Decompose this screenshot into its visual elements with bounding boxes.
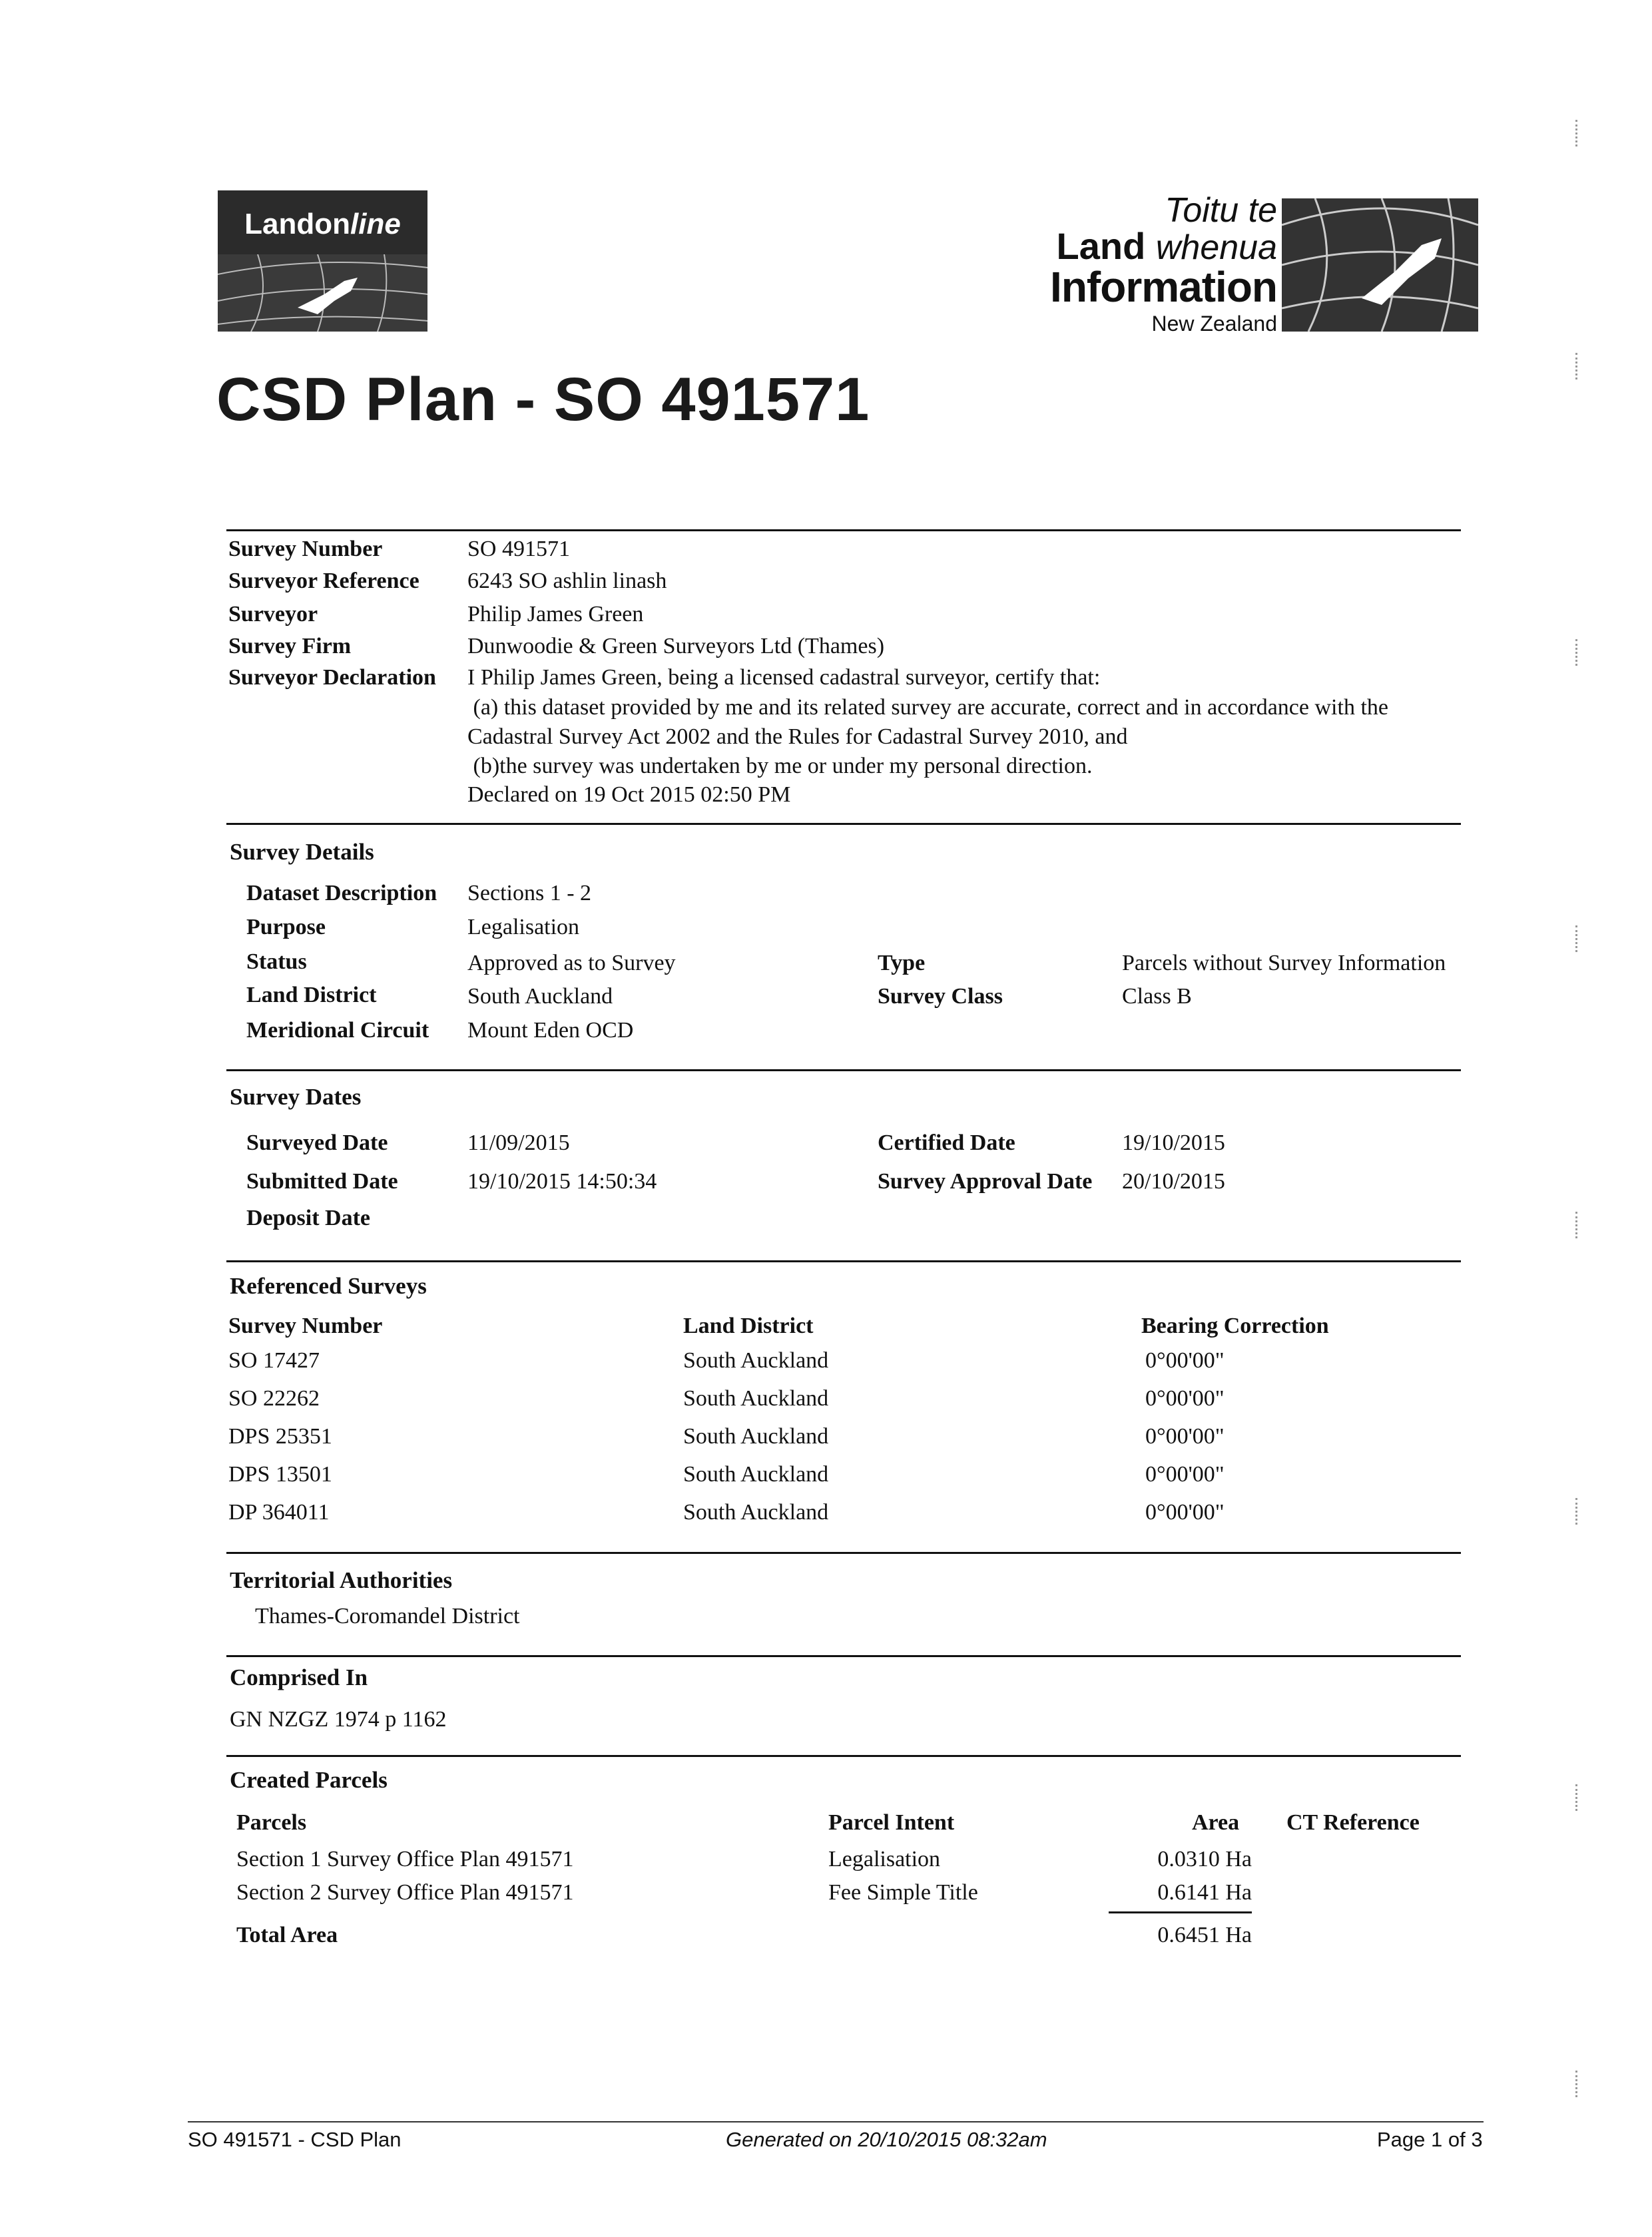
linz-logo-information: Information [1050,263,1277,311]
scan-mark [1575,1498,1589,1525]
surveyor-label: Surveyor [228,602,318,626]
declaration-line: I Philip James Green, being a licensed cadastral surveyor, certify that: [467,665,1101,690]
declaration-line: (b)the survey was undertaken by me or under my personal direction. [467,754,1093,778]
scan-mark [1575,1784,1589,1811]
declaration-line: Declared on 19 Oct 2015 02:50 PM [467,782,791,807]
table-cell: South Auckland [683,1386,829,1411]
purpose-label: Purpose [246,915,326,939]
referenced-surveys-heading: Referenced Surveys [230,1273,427,1299]
landonline-logo-text: Landon [244,208,351,240]
total-area-label: Total Area [236,1923,338,1947]
status-label: Status [246,949,307,974]
table-cell: Section 1 Survey Office Plan 491571 [236,1847,574,1871]
surveyor-value: Philip James Green [467,602,644,626]
table-cell: 0°00'00" [1145,1462,1225,1487]
column-header: Area [1192,1810,1240,1835]
dataset-description-value: Sections 1 - 2 [467,881,592,905]
surveyed-date-label: Surveyed Date [246,1130,388,1155]
table-cell: South Auckland [683,1500,829,1525]
table-cell: Legalisation [828,1847,941,1871]
column-header: CT Reference [1286,1810,1420,1835]
table-cell: South Auckland [683,1348,829,1373]
linz-logo [1019,192,1478,338]
table-cell: DP 364011 [228,1500,330,1525]
scan-mark [1575,2071,1589,2097]
scan-mark [1575,1212,1589,1238]
scan-mark [1575,120,1589,146]
submitted-date-label: Submitted Date [246,1169,398,1194]
survey-class-label: Survey Class [878,984,1003,1009]
meridional-circuit-label: Meridional Circuit [246,1018,429,1043]
survey-details-heading: Survey Details [230,839,374,865]
table-cell: SO 22262 [228,1386,320,1411]
table-cell: South Auckland [683,1424,829,1449]
total-area-rule [1109,1911,1252,1913]
column-header: Land District [683,1314,814,1338]
submitted-date-value: 19/10/2015 14:50:34 [467,1169,657,1194]
land-district-value: South Auckland [467,984,613,1009]
section-divider [226,1552,1461,1554]
survey-firm-label: Survey Firm [228,634,352,658]
comprised-in-heading: Comprised In [230,1664,368,1690]
survey-number-label: Survey Number [228,537,383,561]
landonline-logo [218,190,427,332]
survey-approval-date-value: 20/10/2015 [1122,1169,1225,1194]
footer-page-number: Page 1 of 3 [1377,2128,1483,2151]
section-divider [226,1069,1461,1071]
declaration-line: Cadastral Survey Act 2002 and the Rules for Cadastral Survey 2010, and [467,724,1128,749]
survey-approval-date-label: Survey Approval Date [878,1169,1093,1194]
footer-generated: Generated on 20/10/2015 08:32am [726,2128,1047,2151]
table-cell: DPS 25351 [228,1424,332,1449]
surveyor-reference-label: Surveyor Reference [228,569,419,593]
linz-logo-whenua: whenua [1155,228,1277,267]
table-cell: 0°00'00" [1145,1424,1225,1449]
purpose-value: Legalisation [467,915,580,939]
survey-firm-value: Dunwoodie & Green Surveyors Ltd (Thames) [467,634,885,658]
table-cell: South Auckland [683,1462,829,1487]
table-cell: 0°00'00" [1145,1348,1225,1373]
scan-mark [1575,353,1589,379]
table-cell: 0°00'00" [1145,1386,1225,1411]
surveyor-declaration-label: Surveyor Declaration [228,665,436,690]
table-cell: SO 17427 [228,1348,320,1373]
page-title: CSD Plan - SO 491571 [216,366,870,433]
table-cell: Section 2 Survey Office Plan 491571 [236,1880,574,1905]
column-header: Survey Number [228,1314,383,1338]
section-divider [226,1655,1461,1657]
scan-mark [1575,925,1589,952]
table-cell: Fee Simple Title [828,1880,978,1905]
globe-map-icon [1282,198,1478,332]
total-area-value: 0.6451 Ha [1157,1923,1252,1947]
surveyed-date-value: 11/09/2015 [467,1130,570,1155]
declaration-line: (a) this dataset provided by me and its related survey are accurate, correct and in accordance with the [467,695,1388,720]
type-label: Type [878,951,926,975]
status-value: Approved as to Survey [467,951,676,975]
section-divider [226,1260,1461,1262]
created-parcels-heading: Created Parcels [230,1767,388,1793]
linz-logo-toitu: Toitu te [1165,191,1277,230]
column-header: Parcel Intent [828,1810,955,1835]
certified-date-value: 19/10/2015 [1122,1130,1225,1155]
scan-mark [1575,639,1589,666]
deposit-date-label: Deposit Date [246,1206,371,1230]
survey-dates-heading: Survey Dates [230,1084,362,1110]
landonline-logo-text-italic: line [350,208,401,240]
table-cell: DPS 13501 [228,1462,332,1487]
table-cell: 0.0310 Ha [1157,1847,1252,1871]
nz-map-icon [218,254,427,332]
section-divider [226,823,1461,825]
column-header: Bearing Correction [1141,1314,1329,1338]
certified-date-label: Certified Date [878,1130,1015,1155]
comprised-in-value: GN NZGZ 1974 p 1162 [230,1707,447,1732]
footer-divider [188,2121,1484,2122]
linz-logo-land: Land [1056,225,1146,267]
table-cell: 0°00'00" [1145,1500,1225,1525]
section-divider [226,1755,1461,1757]
table-cell: 0.6141 Ha [1157,1880,1252,1905]
surveyor-reference-value: 6243 SO ashlin linash [467,569,667,593]
footer-plan-ref: SO 491571 - CSD Plan [188,2128,402,2151]
section-divider [226,529,1461,531]
land-district-label: Land District [246,983,377,1007]
dataset-description-label: Dataset Description [246,881,437,905]
column-header: Parcels [236,1810,307,1835]
survey-number-value: SO 491571 [467,537,570,561]
territorial-authorities-heading: Territorial Authorities [230,1567,453,1593]
survey-class-value: Class B [1122,984,1192,1009]
linz-logo-country: New Zealand [1151,312,1277,336]
meridional-circuit-value: Mount Eden OCD [467,1018,634,1043]
type-value: Parcels without Survey Information [1122,951,1446,975]
territorial-authority-value: Thames-Coromandel District [255,1604,520,1628]
